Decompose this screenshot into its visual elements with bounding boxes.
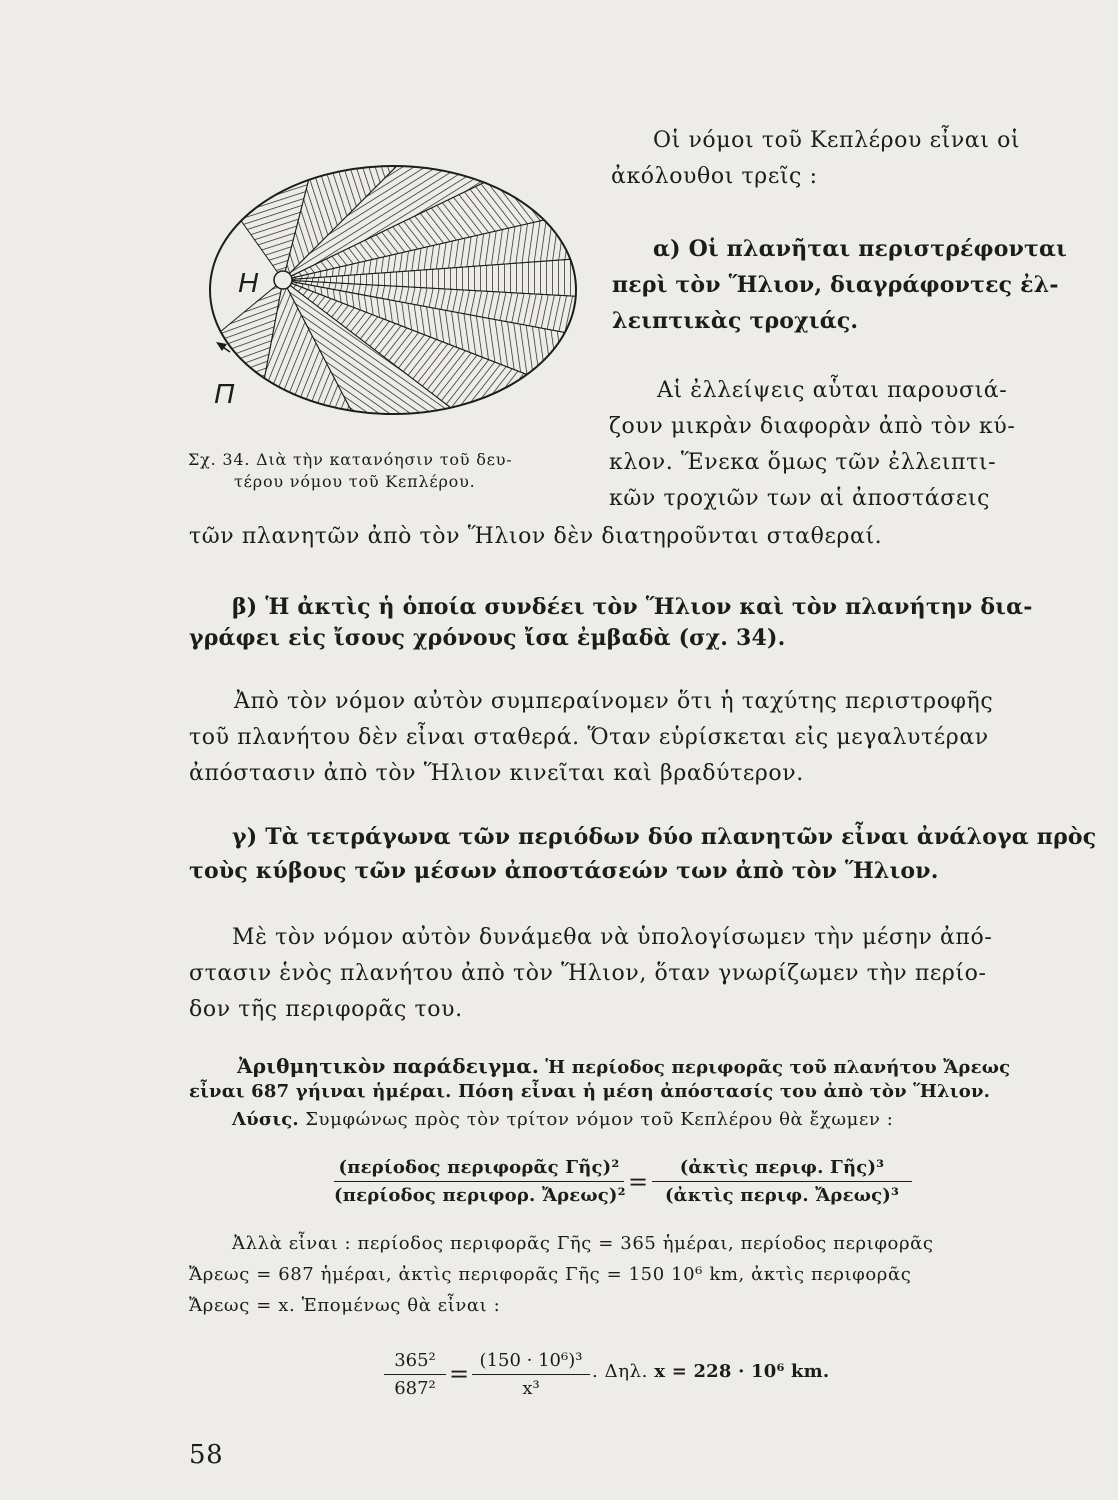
formula1-right-denominator: (ἀκτὶς περιφ. Ἄρεως)³ bbox=[664, 1185, 900, 1206]
law-a-line-3: λειπτικὰς τροχιάς. bbox=[612, 308, 859, 334]
ellipse-para-line-4: κῶν τροχιῶν των αἱ ἀποστάσεις bbox=[609, 486, 990, 511]
given-line-2: Ἄρεως = 687 ἡμέραι, ἀκτὶς περιφορᾶς Γῆς = 150 10⁶ km, ἀκτὶς περιφορᾶς bbox=[189, 1264, 912, 1285]
formula2-right-bar bbox=[472, 1374, 590, 1375]
formula2-result-prefix: . Δηλ. bbox=[592, 1361, 648, 1382]
ellipse-para-line-3: κλον. Ἕνεκα ὅμως τῶν ἐλλειπτι- bbox=[609, 450, 997, 475]
law-a-line-2: περὶ τὸν Ἥλιον, διαγράφοντες ἐλ- bbox=[612, 272, 1059, 298]
solution-label: Λύσις. bbox=[232, 1109, 299, 1130]
law-b-line-2: γράφει εἰς ἴσους χρόνους ἴσα ἐμβαδὰ (σχ. 34). bbox=[189, 625, 786, 651]
formula1-left-denominator: (περίοδος περιφορ. Ἄρεως)² bbox=[334, 1185, 626, 1206]
formula2-left-fraction bbox=[384, 1350, 446, 1399]
formula1-right-bar bbox=[652, 1181, 912, 1182]
given-line-1: Ἀλλὰ εἶναι : περίοδος περιφορᾶς Γῆς = 365 ἡμέραι, περίοδος περιφορᾶς bbox=[232, 1233, 934, 1254]
ellipse-para-line-1: Αἱ ἐλλείψεις αὗται παρουσιά- bbox=[657, 378, 1008, 403]
formula2-left-numerator: 365² bbox=[394, 1350, 436, 1371]
intro-line-1: Οἱ νόμοι τοῦ Κεπλέρου εἶναι οἱ bbox=[653, 128, 1021, 153]
para-b-line-3: ἀπόστασιν ἀπὸ τὸν Ἥλιον κινεῖται καὶ βραδύτερον. bbox=[189, 761, 804, 786]
formula1-left-bar bbox=[334, 1181, 624, 1182]
sun-label: Η bbox=[238, 267, 259, 298]
example-question-part-1: Ἡ περίοδος περιφορᾶς τοῦ πλανήτου Ἄρεως bbox=[545, 1057, 1011, 1078]
figure-caption-line-2: τέρου νόμου τοῦ Κεπλέρου. bbox=[234, 472, 476, 491]
formula2-right-denominator: x³ bbox=[522, 1378, 540, 1399]
page-number: 58 bbox=[189, 1440, 224, 1470]
intro-line-2: ἀκόλουθοι τρεῖς : bbox=[611, 164, 818, 189]
formula1-left-numerator: (περίοδος περιφορᾶς Γῆς)² bbox=[338, 1157, 620, 1178]
formula2-right-fraction bbox=[472, 1350, 590, 1399]
sun-circle bbox=[274, 271, 292, 289]
para-b-line-1: Ἀπὸ τὸν νόμον αὐτὸν συμπεραίνομεν ὅτι ἡ ταχύτης περιστροφῆς bbox=[234, 689, 994, 714]
ellipse-para-line-5: τῶν πλανητῶν ἀπὸ τὸν Ἥλιον δὲν διατηροῦνται σταθεραί. bbox=[189, 524, 883, 549]
formula2-result-line bbox=[592, 1363, 829, 1381]
ellipse-para-line-2: ζουν μικρὰν διαφορὰν ἀπὸ τὸν κύ- bbox=[609, 414, 1016, 439]
solution-line bbox=[232, 1111, 893, 1129]
example-line-2: εἶναι 687 γήιναι ἡμέραι. Πόση εἶναι ἡ μέση ἀπόστασίς του ἀπὸ τὸν Ἥλιον. bbox=[189, 1081, 991, 1102]
para-c-line-2: στασιν ἑνὸς πλανήτου ἀπὸ τὸν Ἥλιον, ὅταν γνωρίζωμεν τὴν περίο- bbox=[189, 961, 987, 986]
kepler-orbit-figure bbox=[180, 150, 590, 450]
para-b-line-2: τοῦ πλανήτου δὲν εἶναι σταθερά. Ὅταν εὑρίσκεται εἰς μεγαλυτέραν bbox=[189, 725, 989, 750]
para-c-line-1: Μὲ τὸν νόμον αὐτὸν δυνάμεθα νὰ ὑπολογίσωμεν τὴν μέσην ἀπό- bbox=[232, 925, 993, 950]
perihelion-label: Π bbox=[214, 378, 235, 409]
formula2-left-denominator: 687² bbox=[394, 1378, 436, 1399]
solution-text: Συμφώνως πρὸς τὸν τρίτον νόμον τοῦ Κεπλέρου θὰ ἔχωμεν : bbox=[305, 1109, 894, 1130]
law-c-line-1: γ) Τὰ τετράγωνα τῶν περιόδων δύο πλανητῶν εἶναι ἀνάλογα πρὸς bbox=[232, 824, 1097, 850]
formula2-equals: = bbox=[449, 1360, 470, 1388]
para-c-line-3: δον τῆς περιφορᾶς του. bbox=[189, 997, 463, 1022]
formula1-left-fraction bbox=[334, 1157, 624, 1206]
formula2-right-numerator: (150 · 10⁶)³ bbox=[479, 1350, 583, 1371]
example-line-1 bbox=[237, 1056, 1010, 1077]
given-line-3: Ἄρεως = x. Ἑπομένως θὰ εἶναι : bbox=[189, 1295, 501, 1316]
formula2-result: x = 228 · 10⁶ km. bbox=[654, 1361, 830, 1382]
formula1-right-fraction bbox=[652, 1157, 912, 1206]
figure-caption-line-1: Σχ. 34. Διὰ τὴν κατανόησιν τοῦ δευ- bbox=[188, 450, 513, 469]
formula2-left-bar bbox=[384, 1374, 446, 1375]
example-heading: Ἀριθμητικὸν παράδειγμα. bbox=[237, 1054, 540, 1078]
law-a-line-1: α) Οἱ πλανῆται περιστρέφονται bbox=[653, 236, 1068, 262]
law-c-line-2: τοὺς κύβους τῶν μέσων ἀποστάσεών των ἀπὸ τὸν Ἥλιον. bbox=[189, 858, 939, 884]
law-b-line-1: β) Ἡ ἀκτὶς ἡ ὁποία συνδέει τὸν Ἥλιον καὶ τὸν πλανήτην δια- bbox=[232, 594, 1033, 620]
formula1-right-numerator: (ἀκτὶς περιφ. Γῆς)³ bbox=[679, 1157, 885, 1178]
formula1-equals: = bbox=[628, 1168, 649, 1196]
